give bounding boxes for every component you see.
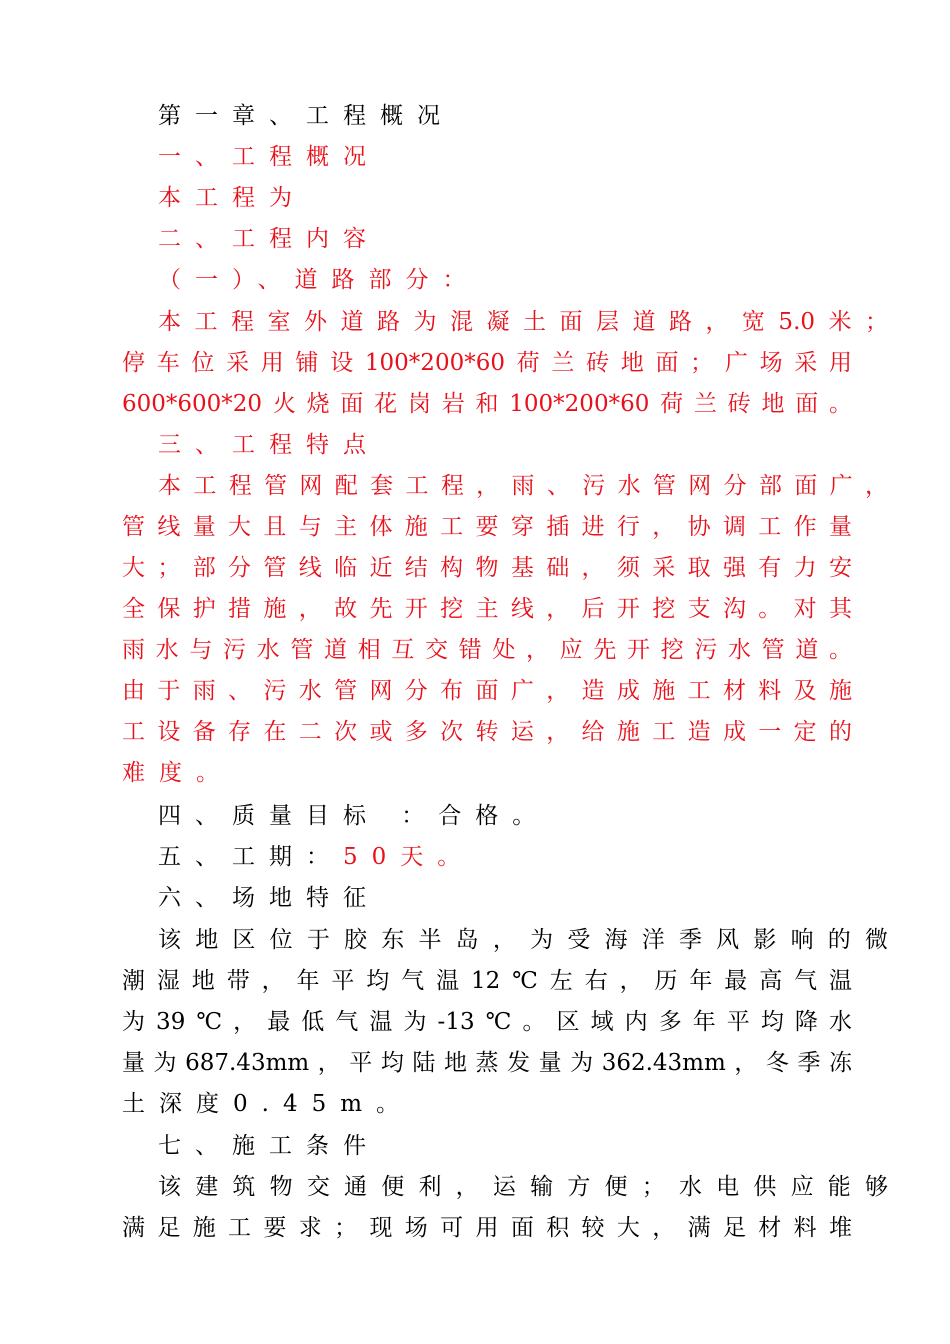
features-paragraph-line-2: 管线量大且与主体施工要穿插进行，协调工作量 bbox=[122, 514, 852, 540]
road-paragraph-line-1: 本工程室外道路为混凝土面层道路，宽5.0米； bbox=[158, 309, 888, 335]
section-7-heading: 七、施工条件 bbox=[158, 1133, 380, 1159]
subsection-road-heading: （一）、道路部分： bbox=[158, 267, 480, 293]
site-paragraph-line-1: 该地区位于胶东半岛，为受海洋季风影响的微 bbox=[158, 927, 888, 953]
site-paragraph-line-5: 土深度0.45m。 bbox=[122, 1091, 414, 1117]
site-paragraph-line-4: 量为687.43mm，平均陆地蒸发量为362.43mm，冬季冻 bbox=[122, 1050, 852, 1076]
section-2-heading-part-a: 二、工程 bbox=[158, 226, 306, 252]
conditions-paragraph-line-1: 该建筑物交通便利，运输方便；水电供应能够 bbox=[158, 1174, 888, 1200]
section-5-prefix: 五、工期： bbox=[158, 844, 343, 870]
section-4-quality-target: 四、质量目标 ：合格。 bbox=[158, 803, 550, 829]
section-2-heading-part-b: 内容 bbox=[306, 226, 380, 252]
features-paragraph-line-6: 由于雨、污水管网分布面广，造成施工材料及施 bbox=[122, 678, 852, 704]
features-paragraph-line-1 bbox=[122, 466, 888, 507]
features-line-1-part-b: 管网配套 bbox=[264, 473, 406, 499]
section-3-heading: 三、工程特点 bbox=[158, 432, 380, 458]
site-paragraph-line-3: 为39℃，最低气温为-13℃。区域内多年平均降水 bbox=[122, 1009, 852, 1035]
road-paragraph-line-2: 停车位采用铺设100*200*60荷兰砖地面；广场采用 bbox=[122, 350, 852, 376]
chapter-title: 第一章、工程概况 bbox=[158, 103, 454, 129]
features-line-1-part-a: 本工程 bbox=[158, 473, 265, 499]
section-5-value: 50天。 bbox=[343, 844, 475, 870]
features-line-1-part-d: 雨、污水管网分部面广， bbox=[511, 473, 889, 499]
road-paragraph-line-3: 600*600*20火烧面花岗岩和100*200*60荷兰砖地面。 bbox=[122, 391, 852, 417]
features-line-1-part-c: 工程， bbox=[405, 473, 512, 499]
section-6-heading: 六、场地特征 bbox=[158, 885, 380, 911]
section-1-heading: 一、工程概况 bbox=[158, 144, 380, 170]
site-paragraph-line-2: 潮湿地带，年平均气温12℃左右，历年最高气温 bbox=[122, 968, 852, 994]
section-2-heading bbox=[122, 219, 888, 260]
section-1-body bbox=[122, 178, 888, 219]
features-paragraph-line-8: 难度。 bbox=[122, 760, 233, 786]
features-paragraph-line-4: 全保护措施，故先开挖主线，后开挖支沟。对其 bbox=[122, 596, 852, 622]
section-5-duration bbox=[122, 837, 888, 878]
conditions-paragraph-line-2: 满足施工要求；现场可用面积较大，满足材料堆 bbox=[122, 1215, 852, 1241]
section-1-body-prefix: 本工程 bbox=[158, 185, 269, 211]
features-paragraph-line-7: 工设备存在二次或多次转运，给施工造成一定的 bbox=[122, 719, 852, 745]
section-1-body-suffix: 为 bbox=[269, 185, 306, 211]
features-paragraph-line-5: 雨水与污水管道相互交错处，应先开挖污水管道。 bbox=[122, 637, 852, 663]
features-paragraph-line-3: 大；部分管线临近结构物基础，须采取强有力安 bbox=[122, 555, 852, 581]
